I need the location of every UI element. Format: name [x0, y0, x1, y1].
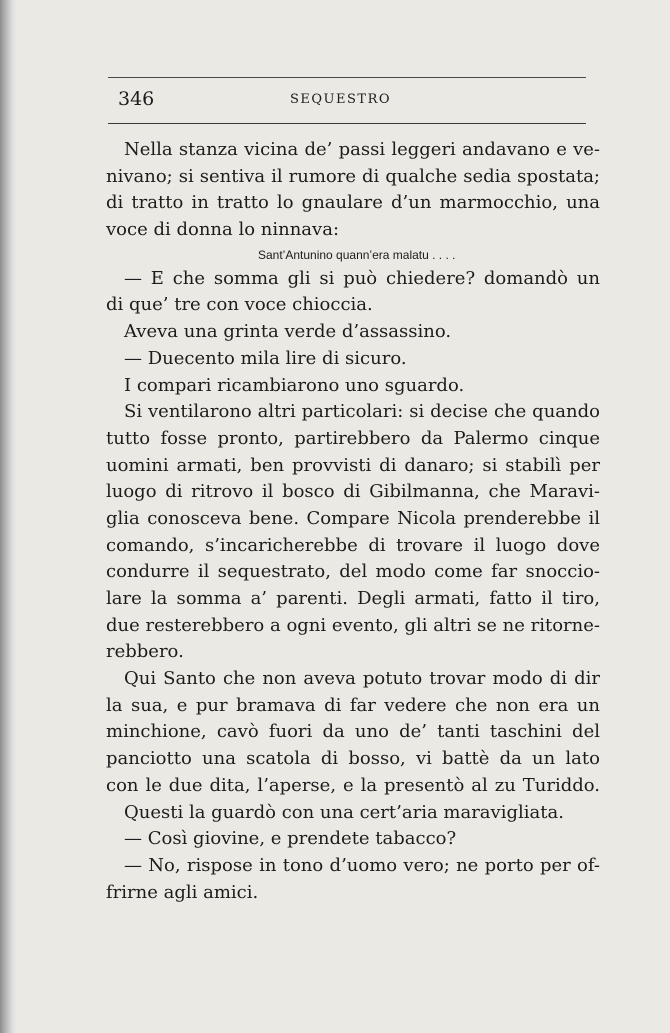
text-line: minchione, cavò fuori da uno de’ tanti taschini del — [106, 721, 600, 743]
text-line: Qui Santo che non aveva potuto trovar modo di dir — [124, 668, 600, 690]
text-line: uomini armati, ben provvisti di danaro; si stabilì per — [106, 454, 600, 476]
text-line: — No, rispose in tono d’uomo vero; ne porto per of- — [124, 854, 600, 876]
text-line: — Così giovine, e prendete tabacco? — [124, 828, 457, 850]
text-line: — E che somma gli si può chiedere? domandò un — [124, 267, 600, 289]
page-edge-shadow — [0, 0, 16, 1033]
text-line: frirne agli amici. — [106, 881, 259, 903]
verse-quote: Sant’Antunino quann’era malatu . . . . — [258, 247, 456, 262]
text-line: glia conosceva bene. Compare Nicola prenderebbe il — [106, 507, 600, 529]
text-line: Si ventilarono altri particolari: si decise che quando — [124, 401, 600, 423]
text-line: di tratto in tratto lo gnaulare d’un marmocchio, una — [106, 192, 600, 214]
text-line: lare la somma a’ parenti. Degli armati, fatto il tiro, — [106, 588, 600, 609]
text-line: con le due dita, l’aperse, e la presentò al zu Turiddo. — [106, 774, 600, 796]
text-line: due resterebbero a ogni evento, gli altri se ne ritorne- — [106, 614, 600, 636]
text-line: panciotto una scatola di bosso, vi battè da un lato — [106, 748, 600, 770]
text-line: condurre il sequestrato, del modo come far snoccio- — [106, 561, 600, 583]
text-line: di que’ tre con voce chioccia. — [106, 294, 373, 316]
text-line: Aveva una grinta verde d’assassino. — [124, 321, 452, 343]
text-line: la sua, e pur bramava di far vedere che non era un — [106, 694, 600, 716]
text-line: I compari ricambiarono uno sguardo. — [124, 374, 465, 396]
text-line: comando, s’incaricherebbe di trovare il luogo dove — [106, 534, 600, 556]
text-line: nivano; si sentiva il rumore di qualche sedia spostata; — [106, 165, 600, 187]
page-number: 346 — [118, 88, 155, 110]
text-line: luogo di ritrovo il bosco di Gibilmanna, che Maravi- — [106, 481, 600, 503]
header-bottom-rule — [108, 123, 586, 124]
running-title: SEQUESTRO — [290, 92, 392, 107]
header-top-rule — [108, 77, 586, 78]
text-line: Nella stanza vicina de’ passi leggeri andavano e ve- — [124, 139, 600, 160]
body-text — [106, 137, 600, 906]
text-line: tutto fosse pronto, partirebbero da Palermo cinque — [106, 427, 600, 449]
text-line: Questi la guardò con una cert’aria maravigliata. — [124, 801, 564, 823]
text-line: voce di donna lo ninnava: — [106, 219, 340, 241]
text-line: rebbero. — [106, 641, 184, 663]
text-line: — Duecento mila lire di sicuro. — [124, 347, 407, 369]
